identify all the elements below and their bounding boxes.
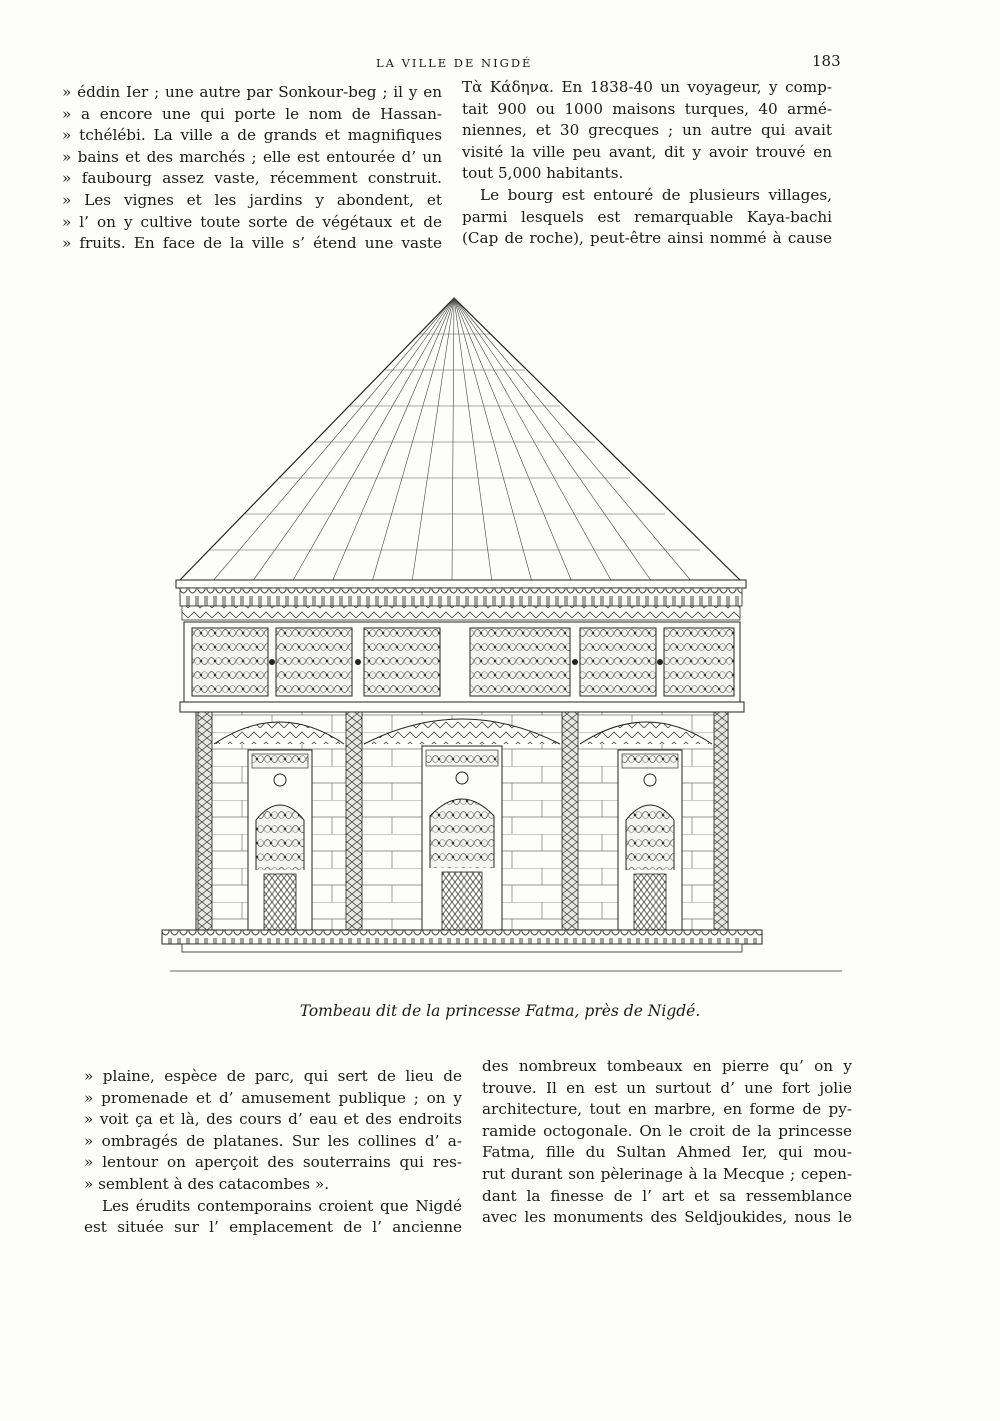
text-line: » ombragés de platanes. Sur les collines d’ a- bbox=[84, 1131, 462, 1150]
text-line: Le bourg est entouré de plusieurs villages, bbox=[480, 185, 832, 204]
top-right-column bbox=[462, 77, 832, 250]
bottom-left-column bbox=[84, 1066, 462, 1239]
text-line: des nombreux tombeaux en pierre qu’ on y bbox=[482, 1057, 852, 1075]
text-line: avec les monuments des Seldjoukides, nous le bbox=[482, 1208, 852, 1227]
text-line: niennes, et 30 grecques ; un autre qui avait bbox=[462, 121, 832, 140]
text-line: Τὰ Κάδηνα. En 1838-40 un voyageur, y comp- bbox=[462, 78, 832, 96]
text-line: tout 5,000 habitants. bbox=[462, 164, 624, 183]
text-line: » promenade et d’ amusement publique ; on y bbox=[84, 1088, 462, 1107]
text-line: » faubourg assez vaste, récemment construit. bbox=[62, 169, 442, 188]
text-line: » semblent à des catacombes ». bbox=[84, 1174, 330, 1193]
tomb-engraving bbox=[152, 290, 852, 980]
top-left-column bbox=[62, 82, 442, 255]
lower-wall bbox=[196, 712, 728, 934]
text-line: » fruits. En face de la ville s’ étend une vaste bbox=[62, 234, 442, 253]
text-line: architecture, tout en marbre, en forme de py- bbox=[482, 1100, 852, 1119]
text-line: Les érudits contemporains croient que Nigdé bbox=[102, 1196, 462, 1215]
text-line: » éddin Ier ; une autre par Sonkour-beg ; il y en bbox=[62, 83, 442, 101]
running-head bbox=[0, 52, 1000, 76]
text-line: ramide octogonale. On le croit de la princesse bbox=[482, 1121, 852, 1140]
text-line: » bains et des marchés ; elle est entourée d’ un bbox=[62, 147, 442, 166]
text-line: Fatma, fille du Sultan Ahmed Ier, qui mou- bbox=[482, 1143, 852, 1162]
text-line: » lentour on aperçoit des souterrains qui res- bbox=[84, 1153, 462, 1172]
text-line: » plaine, espèce de parc, qui sert de lieu de bbox=[84, 1067, 462, 1085]
text-line: dant la finesse de l’ art et sa ressemblance bbox=[482, 1186, 852, 1205]
frieze bbox=[184, 622, 740, 702]
text-line: tait 900 ou 1000 maisons turques, 40 armé- bbox=[462, 99, 832, 118]
running-head-title: LA VILLE DE NIGDÉ bbox=[376, 56, 533, 70]
text-line: » l’ on y cultive toute sorte de végétaux et de bbox=[62, 212, 442, 231]
page-number: 183 bbox=[812, 52, 841, 70]
tomb-illustration bbox=[152, 290, 852, 980]
text-line: parmi lesquels est remarquable Kaya-bachi bbox=[462, 207, 832, 226]
text-line: » tchélébi. La ville a de grands et magnifiques bbox=[62, 126, 442, 145]
roof bbox=[178, 298, 742, 582]
text-line: (Cap de roche), peut-être ainsi nommé à cause bbox=[462, 229, 832, 248]
bottom-right-column bbox=[482, 1056, 852, 1229]
text-line: » a encore une qui porte le nom de Hassan- bbox=[62, 104, 442, 123]
figure-caption: Tombeau dit de la princesse Fatma, près de Nigdé. bbox=[299, 1002, 701, 1020]
text-line: est située sur l’ emplacement de l’ ancienne bbox=[84, 1218, 462, 1237]
text-line: visité la ville peu avant, dit y avoir trouvé en bbox=[462, 142, 832, 161]
text-line: trouve. Il en est un surtout d’ une fort jolie bbox=[482, 1078, 852, 1097]
text-line: » voit ça et là, des cours d’ eau et des endroits bbox=[84, 1110, 462, 1129]
text-line: » Les vignes et les jardins y abondent, et bbox=[62, 190, 442, 209]
text-line: rut durant son pèlerinage à la Mecque ; cepen- bbox=[482, 1164, 852, 1183]
